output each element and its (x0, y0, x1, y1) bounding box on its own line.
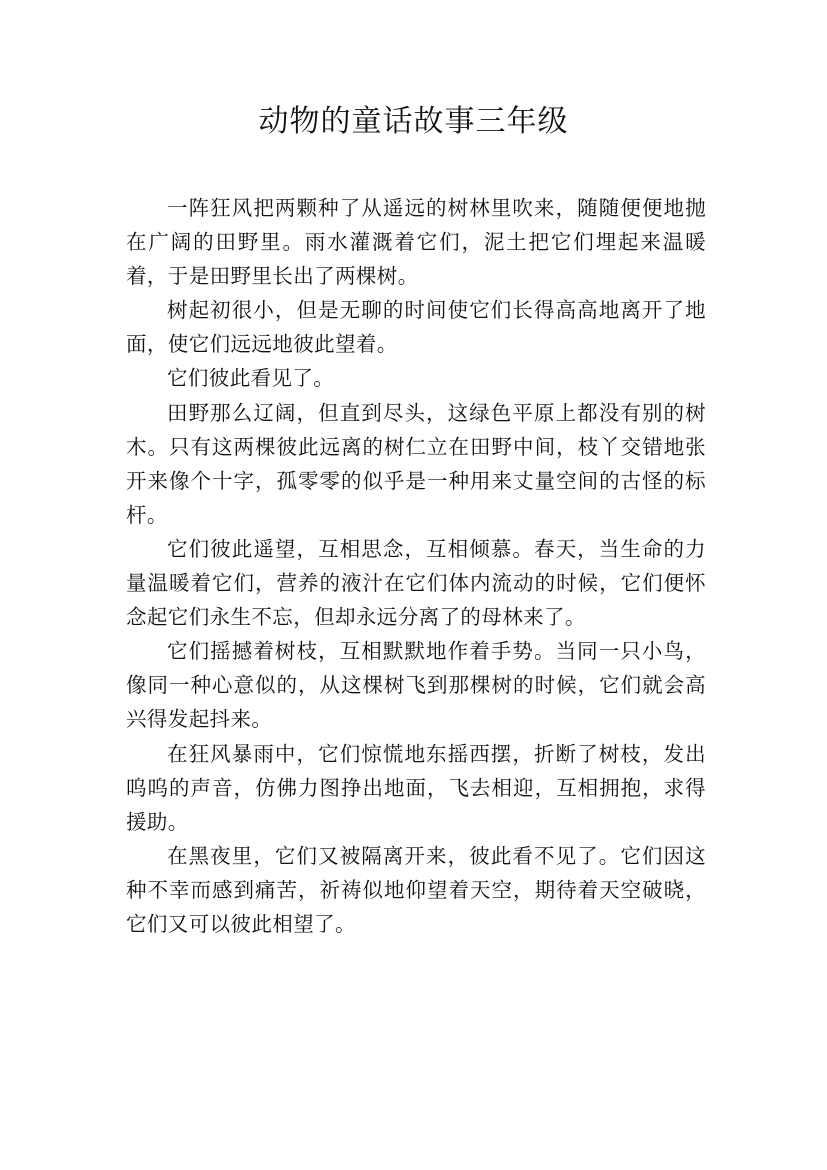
paragraph: 田野那么辽阔，但直到尽头，这绿色平原上都没有别的树木。只有这两棵彼此远离的树仁立在田野中间，枝丫交错地张开来像个十字，孤零零的似乎是一种用来丈量空间的古怪的标杆。 (126, 400, 706, 527)
paragraph: 它们彼此遥望，互相思念，互相倾慕。春天，当生命的力量温暖着它们，营养的液汁在它们体内流动的时候，它们便怀念起它们永生不忘，但却永远分离了的母林来了。 (126, 536, 706, 630)
paragraph: 在黑夜里，它们又被隔离开来，彼此看不见了。它们因这种不幸而感到痛苦，祈祷似地仰望着天空，期待着天空破晓，它们又可以彼此相望了。 (126, 843, 706, 936)
paragraph: 一阵狂风把两颗种了从遥远的树林里吹来，随随便便地抛在广阔的田野里。雨水灌溉着它们，泥土把它们埋起来温暖着，于是田野里长出了两棵树。 (126, 196, 706, 289)
document-body (126, 191, 706, 941)
document-title: 动物的童话故事三年级 (258, 104, 569, 139)
paragraph: 树起初很小，但是无聊的时间使它们长得高高地离开了地面，使它们远远地彼此望着。 (126, 298, 706, 357)
paragraph: 它们摇撼着树枝，互相默默地作着手势。当同一只小鸟，像同一种心意似的，从这棵树飞到那棵树的时候，它们就会高兴得发起抖来。 (126, 639, 706, 732)
paragraph: 它们彼此看见了。 (167, 366, 335, 391)
paragraph: 在狂风暴雨中，它们惊慌地东摇西摆，折断了树枝，发出呜呜的声音，仿佛力图挣出地面，飞去相迎，互相拥抱，求得援助。 (126, 741, 706, 834)
